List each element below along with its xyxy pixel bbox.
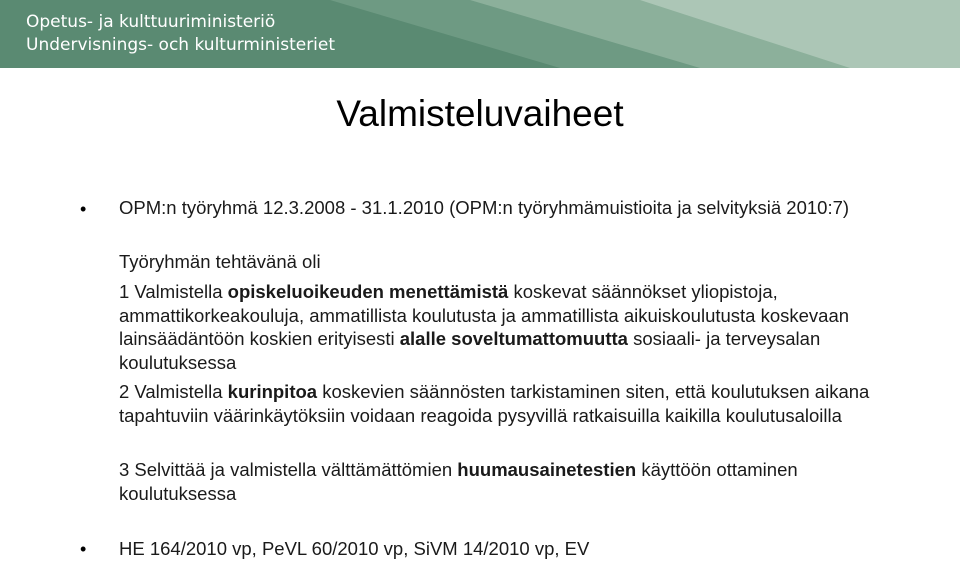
task-item-3	[119, 458, 919, 505]
ministry-name-finnish: Opetus- ja kulttuuriministeriö	[26, 12, 276, 32]
task-item-2	[119, 380, 919, 427]
task-1-text-a: 1 Valmistella	[119, 281, 228, 302]
task-1-emphasis-a: opiskeluoikeuden menettämistä	[227, 281, 509, 302]
task-2-text-a: 2 Valmistella	[119, 381, 228, 402]
task-1-text-c: sosiaali- ja terveysalan koulutuksessa	[119, 328, 821, 373]
task-1-text-b: koskevat säännökset yliopistoja, ammattikorkeakouluja, ammatillista koulutusta ja ammatillista aikuiskoulutusta koskevaan lainsäädäntöön koskien erityisesti	[119, 281, 850, 349]
bullet-marker: •	[80, 199, 87, 219]
task-2-text-b: koskevien säännösten tarkistaminen siten, että koulutuksen aikana tapahtuviin väärinkäytöksiin voidaan reagoida pysyvillä ratkaisuilla kaikilla koulutusaloilla	[119, 381, 870, 426]
task-3-emphasis: huumausainetestien	[457, 459, 637, 480]
task-2-emphasis: kurinpitoa	[227, 381, 318, 402]
task-3-text-a: 3 Selvittää ja valmistella välttämättömien	[119, 459, 458, 480]
task-heading: Työryhmän tehtävänä oli	[119, 251, 321, 272]
ministry-name-swedish: Undervisnings- och kulturministeriet	[26, 35, 336, 55]
bullet-marker: •	[80, 539, 87, 559]
bullet-item-working-group: OPM:n työryhmä 12.3.2008 - 31.1.2010 (OPM:n työryhmämuistioita ja selvityksiä 2010:7)	[119, 197, 850, 218]
header-band	[0, 0, 960, 68]
bullet-item-references: HE 164/2010 vp, PeVL 60/2010 vp, SiVM 14/2010 vp, EV	[119, 538, 590, 559]
task-3-text-b: käyttöön ottaminen koulutuksessa	[119, 459, 798, 504]
task-item-1	[119, 280, 919, 374]
task-1-emphasis-b: alalle soveltumattomuutta	[399, 328, 628, 349]
slide-title: Valmisteluvaiheet	[336, 93, 624, 134]
header-decoration	[0, 0, 960, 68]
